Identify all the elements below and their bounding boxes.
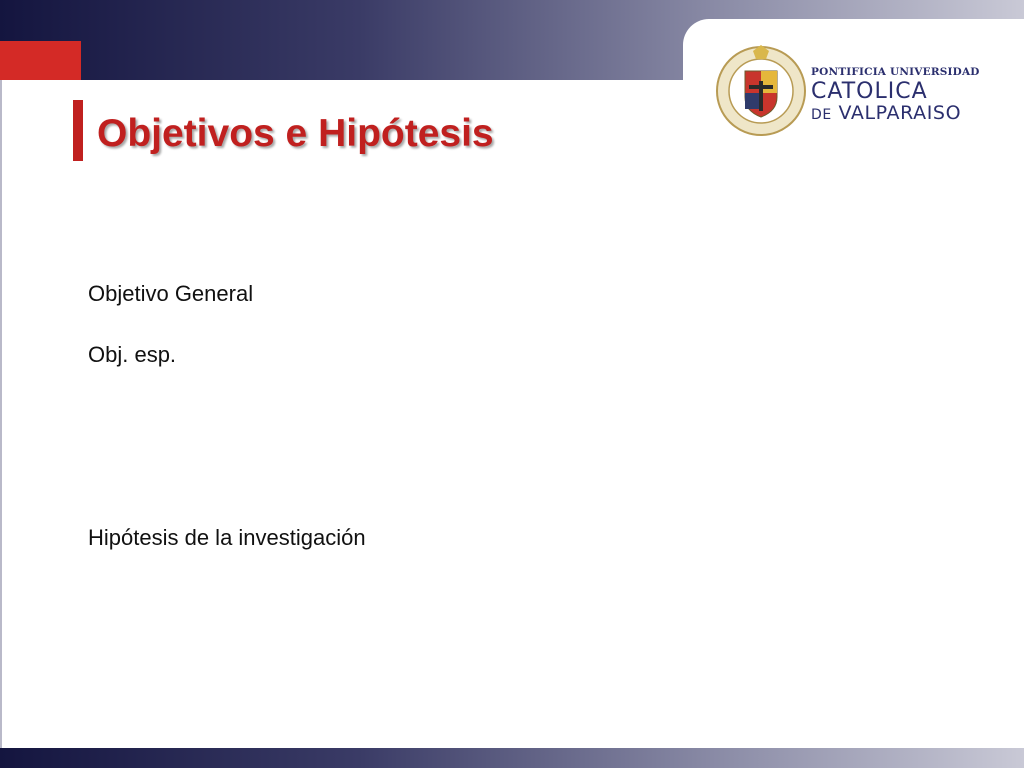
university-wordmark (811, 67, 980, 123)
red-corner-accent (0, 41, 81, 80)
left-border-line (0, 80, 2, 748)
content-item-obj-esp: Obj. esp. (88, 342, 177, 367)
title-accent-bar (73, 100, 83, 161)
wordmark-line-3-main: VALPARAISO (838, 101, 962, 124)
content-item-hipotesis: Hipótesis de la investigación (88, 525, 366, 550)
university-seal-icon (715, 41, 807, 141)
slide-title: Objetivos e Hipótesis (97, 112, 494, 155)
logo-panel (683, 19, 1024, 169)
wordmark-line-2: CATOLICA (811, 78, 928, 104)
wordmark-line-1: PONTIFICIA UNIVERSIDAD (811, 66, 980, 78)
content-item-objetivo-general: Objetivo General (88, 281, 254, 306)
wordmark-line-3-prefix: DE (811, 106, 832, 123)
wordmark-line-3 (811, 101, 980, 124)
bottom-gradient-band (0, 748, 1024, 768)
